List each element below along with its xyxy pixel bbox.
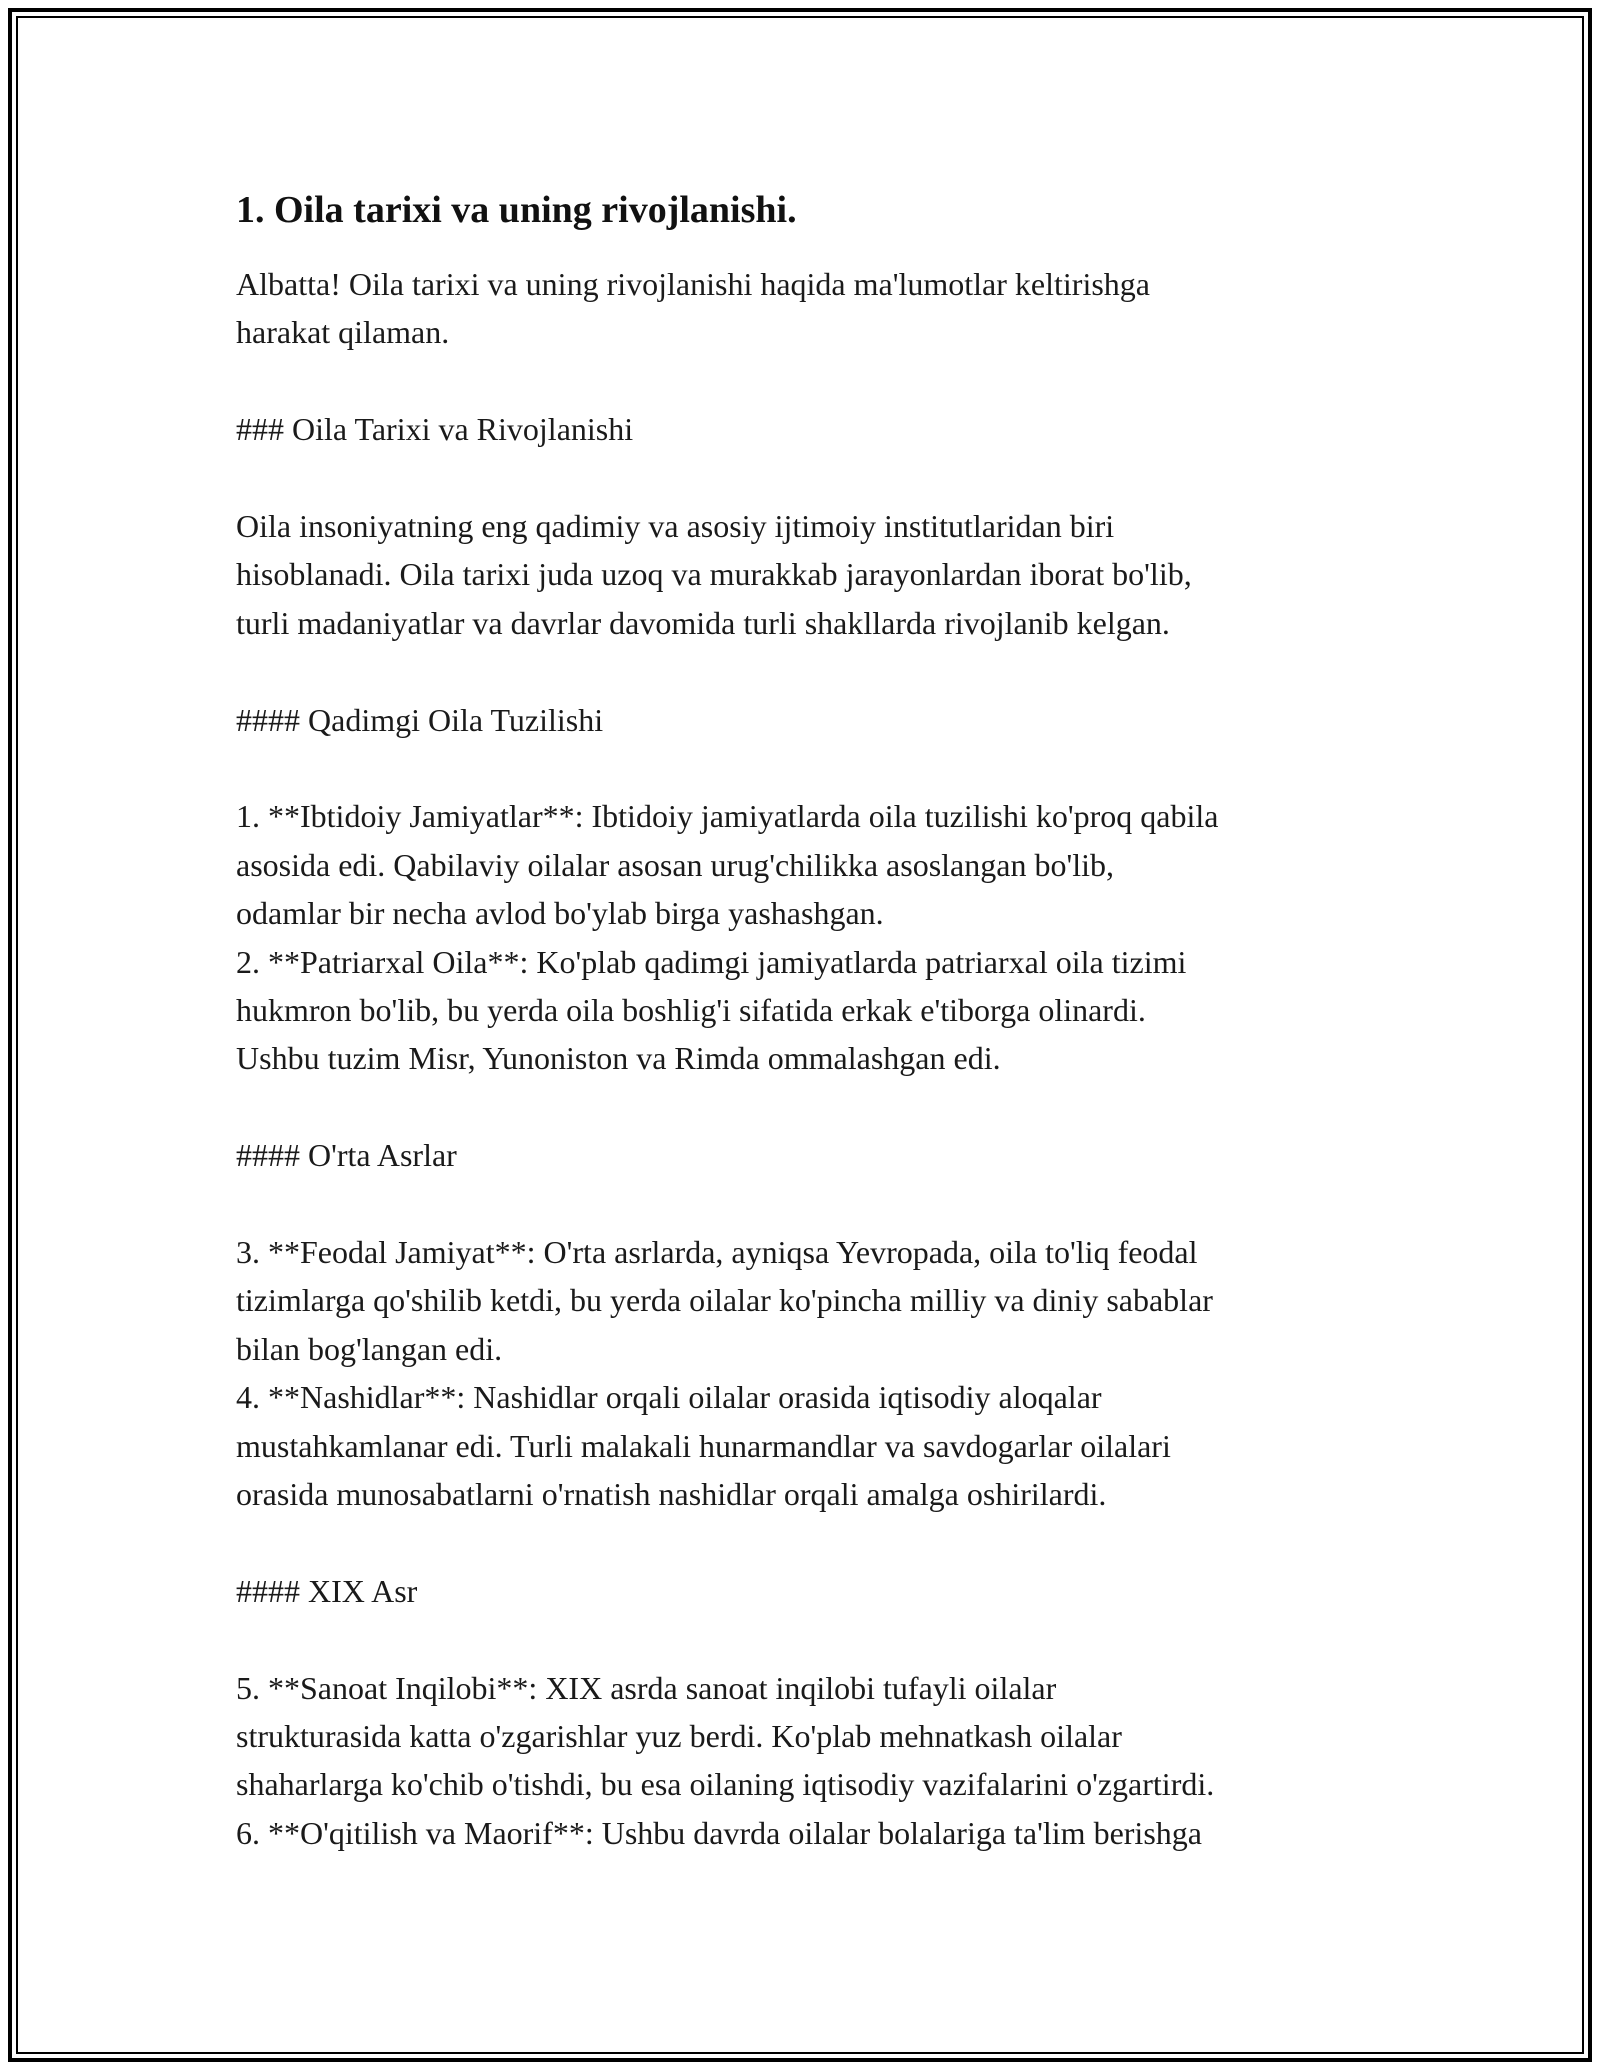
text-line: hukmron bo'lib, bu yerda oila boshlig'i sifatida erkak e'tiborga olinardi. <box>236 992 1146 1029</box>
blank-line <box>236 744 1386 792</box>
blank-line <box>236 647 1386 695</box>
text-line: #### O'rta Asrlar <box>236 1137 457 1174</box>
text-line: odamlar bir necha avlod bo'ylab birga yashashgan. <box>236 895 884 932</box>
text-line: turli madaniyatlar va davrlar davomida turli shakllarda rivojlanib kelgan. <box>236 604 1170 641</box>
text-line: 5. **Sanoat Inqilobi**: XIX asrda sanoat inqilobi tufayli oilalar <box>236 1669 1057 1706</box>
blank-line <box>236 1083 1386 1131</box>
text-line: 1. **Ibtidoiy Jamiyatlar**: Ibtidoiy jamiyatlarda oila tuzilishi ko'proq qabila <box>236 798 1219 835</box>
blank-line <box>236 1518 1386 1566</box>
text-line: asosida edi. Qabilaviy oilalar asosan urug'chilikka asoslangan bo'lib, <box>236 846 1114 883</box>
blank-line <box>236 1180 1386 1228</box>
text-line: harakat qilaman. <box>236 314 450 351</box>
text-line: hisoblanadi. Oila tarixi juda uzoq va murakkab jarayonlardan iborat bo'lib, <box>236 556 1192 593</box>
document-title: 1. Oila tarixi va uning rivojlanishi. <box>236 189 797 231</box>
text-line: strukturasida katta o'zgarishlar yuz berdi. Ko'plab mehnatkash oilalar <box>236 1718 1122 1755</box>
text-line: 4. **Nashidlar**: Nashidlar orqali oilalar orasida iqtisodiy aloqalar <box>236 1379 1102 1416</box>
text-line: ### Oila Tarixi va Rivojlanishi <box>236 411 634 448</box>
blank-line <box>236 1615 1386 1663</box>
text-line: #### XIX Asr <box>236 1572 418 1609</box>
blank-line <box>236 454 1386 502</box>
text-line: mustahkamlanar edi. Turli malakali hunarmandlar va savdogarlar oilalari <box>236 1427 1171 1464</box>
text-line: Albatta! Oila tarixi va uning rivojlanishi haqida ma'lumotlar keltirishga <box>236 266 1150 302</box>
text-line: 2. **Patriarxal Oila**: Ko'plab qadimgi jamiyatlarda patriarxal oila tizimi <box>236 943 1187 980</box>
text-line: Ushbu tuzim Misr, Yunoniston va Rimda ommalashgan edi. <box>236 1040 1001 1077</box>
text-line: 3. **Feodal Jamiyat**: O'rta asrlarda, ayniqsa Yevropada, oila to'liq feodal <box>236 1234 1198 1271</box>
text-line: Oila insoniyatning eng qadimiy va asosiy ijtimoiy institutlaridan biri <box>236 508 1115 544</box>
document-body <box>236 186 1386 1857</box>
text-line: bilan bog'langan edi. <box>236 1330 503 1367</box>
blank-line <box>236 357 1386 405</box>
document-text <box>236 260 1386 1857</box>
text-line: orasida munosabatlarni o'rnatish nashidlar orqali amalga oshirilardi. <box>236 1476 1107 1513</box>
text-line: #### Qadimgi Oila Tuzilishi <box>236 701 604 738</box>
text-line: tizimlarga qo'shilib ketdi, bu yerda oilalar ko'pincha milliy va diniy sabablar <box>236 1282 1213 1319</box>
text-line: shaharlarga ko'chib o'tishdi, bu esa oilaning iqtisodiy vazifalarini o'zgartirdi. <box>236 1766 1215 1803</box>
text-line: 6. **O'qitilish va Maorif**: Ushbu davrda oilalar bolalariga ta'lim berishga <box>236 1814 1202 1851</box>
